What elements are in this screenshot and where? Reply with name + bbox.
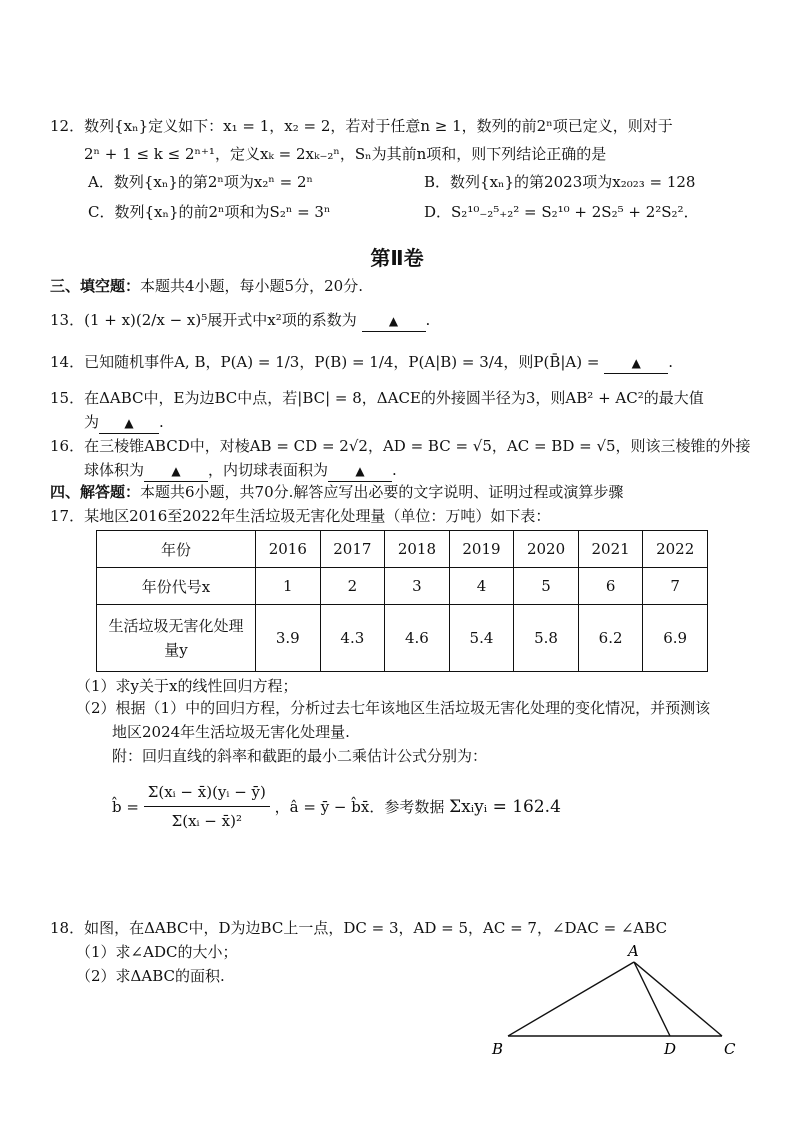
table-cell: 5.4 [449, 605, 514, 672]
b-hat-label: b̂ = [112, 797, 139, 816]
q16-blank-marker-2: ▲ [355, 464, 365, 478]
q16-line2-text: 球体积为 [84, 461, 145, 479]
label-a: A [628, 942, 639, 960]
part3-text: 本题共4小题，每小题5分，20分. [140, 277, 363, 295]
q12-option-d: D．S₂¹⁰₋₂⁵₊₂² = S₂¹⁰ + 2S₂⁵ + 2²S₂²． [424, 203, 699, 221]
q14 [50, 352, 673, 374]
triangle-figure [480, 940, 760, 1070]
q13-answer-blank [362, 310, 426, 332]
q16-line2 [84, 460, 397, 482]
table-cell: 4.6 [385, 605, 450, 672]
q14-answer-blank [604, 352, 668, 374]
table-cell: 5 [514, 568, 579, 605]
table-cell: 4 [449, 568, 514, 605]
table-row-amounts [97, 605, 708, 672]
part3-heading [50, 276, 363, 296]
table-row-codes [97, 568, 708, 605]
q15-line1: 15．在ΔABC中，E为边BC中点，若|BC| = 8，ΔACE的外接圆半径为3，则AB² + AC²的最大值 [50, 389, 704, 407]
table-header-code: 年份代号x [97, 568, 256, 605]
table-row-years [97, 531, 708, 568]
part4-text: 本题共6小题，共70分.解答应写出必要的文字说明、证明过程或演算步骤 [140, 483, 624, 501]
q12-line1: 12．数列{xₙ}定义如下：x₁ = 1，x₂ = 2，若对于任意n ≥ 1，数列的前2ⁿ项已定义，则对于 [50, 117, 673, 135]
q18-line1: 18．如图，在ΔABC中，D为边BC上一点，DC = 3，AD = 5，AC = 7，∠DAC = ∠ABC [50, 919, 668, 937]
q16-answer-blank-1 [144, 460, 208, 482]
table-cell: 6.9 [643, 605, 708, 672]
table-cell: 6 [578, 568, 643, 605]
table-cell: 2016 [256, 531, 321, 568]
reference-data: Σxᵢyᵢ = 162.4 [449, 796, 561, 817]
q12-option-c: C．数列{xₙ}的前2ⁿ项和为S₂ⁿ = 3ⁿ [88, 203, 331, 221]
q17-appendix: 附：回归直线的斜率和截距的最小二乘估计公式分别为： [112, 747, 488, 765]
q12-option-b: B．数列{xₙ}的第2023项为x₂₀₂₃ = 128 [424, 173, 696, 191]
table-cell: 2020 [514, 531, 579, 568]
section-title: 第Ⅱ卷 [370, 246, 424, 270]
b-hat-denominator: Σ(xᵢ − x̄)² [171, 812, 242, 830]
q13-period: . [425, 311, 431, 329]
a-hat-text: ，â = ȳ − b̂x̄．参考数据 [274, 798, 445, 816]
segment-ab [508, 962, 634, 1036]
q17-intro: 17．某地区2016至2022年生活垃圾无害化处理量（单位：万吨）如下表： [50, 507, 551, 525]
table-cell: 1 [256, 568, 321, 605]
table-header-amount: 生活垃圾无害化处理量y [97, 605, 256, 672]
table-header-year: 年份 [97, 531, 256, 568]
q15-answer-blank [99, 412, 159, 434]
q16-answer-blank-2 [328, 460, 392, 482]
table-cell: 4.3 [320, 605, 385, 672]
q18-sub2: （2）求ΔABC的面积. [76, 967, 225, 985]
q17-sub2-line2: 地区2024年生活垃圾无害化处理量. [112, 723, 350, 741]
b-hat-fraction [144, 778, 270, 835]
q13 [50, 310, 430, 332]
q17-sub2-line1: （2）根据（1）中的回归方程，分析过去七年该地区生活垃圾无害化处理的变化情况，并预测该 [76, 699, 711, 717]
table-cell: 5.8 [514, 605, 579, 672]
part3-head: 三、填空题： [50, 277, 141, 295]
q12-line2: 2ⁿ + 1 ≤ k ≤ 2ⁿ⁺¹，定义xₖ = 2xₖ₋₂ⁿ，Sₙ为其前n项和，则下列结论正确的是 [84, 145, 607, 163]
table-cell: 2 [320, 568, 385, 605]
q14-period: . [668, 353, 673, 371]
q15-blank-marker: ▲ [124, 416, 134, 430]
q15-line2-text: 为 [84, 413, 100, 431]
label-d: D [664, 1040, 677, 1058]
q17-data-table [96, 530, 708, 672]
table-cell: 2017 [320, 531, 385, 568]
table-cell: 6.2 [578, 605, 643, 672]
label-c: C [724, 1040, 736, 1058]
table-cell: 2022 [643, 531, 708, 568]
q18-sub1: （1）求∠ADC的大小； [76, 943, 238, 961]
q14-text: 14．已知随机事件A, B，P(A) = 1/3，P(B) = 1/4，P(A|B) = 3/4，则P(B̄|A) = [50, 353, 600, 371]
label-b: B [492, 1040, 504, 1058]
q15-line2 [84, 412, 164, 434]
q16-blank-marker-1: ▲ [171, 464, 181, 478]
segment-ac [634, 962, 722, 1036]
table-cell: 2018 [385, 531, 450, 568]
segment-ad [634, 962, 670, 1036]
table-cell: 3.9 [256, 605, 321, 672]
table-cell: 2021 [578, 531, 643, 568]
table-cell: 3 [385, 568, 450, 605]
table-cell: 2019 [449, 531, 514, 568]
q16-period: . [392, 461, 397, 479]
table-cell: 7 [643, 568, 708, 605]
q17-sub1: （1）求y关于x的线性回归方程； [76, 677, 298, 695]
part4-head: 四、解答题： [50, 483, 141, 501]
part4-heading [50, 482, 623, 502]
q13-blank-marker: ▲ [388, 314, 399, 328]
b-hat-numerator: Σ(xᵢ − x̄)(yᵢ − ȳ) [144, 778, 270, 807]
regression-formula [112, 778, 561, 835]
q16-line1: 16．在三棱锥ABCD中，对棱AB = CD = 2√2，AD = BC = √5，AC = BD = √5，则该三棱锥的外接 [50, 437, 751, 455]
q13-text: 13．(1 + x)(2/x − x)⁵展开式中x²项的系数为 [50, 311, 357, 329]
q12-option-a: A．数列{xₙ}的第2ⁿ项为x₂ⁿ = 2ⁿ [88, 173, 314, 191]
q16-mid-text: ，内切球表面积为 [208, 461, 329, 479]
q14-blank-marker: ▲ [631, 356, 641, 370]
q15-period: . [159, 413, 164, 431]
